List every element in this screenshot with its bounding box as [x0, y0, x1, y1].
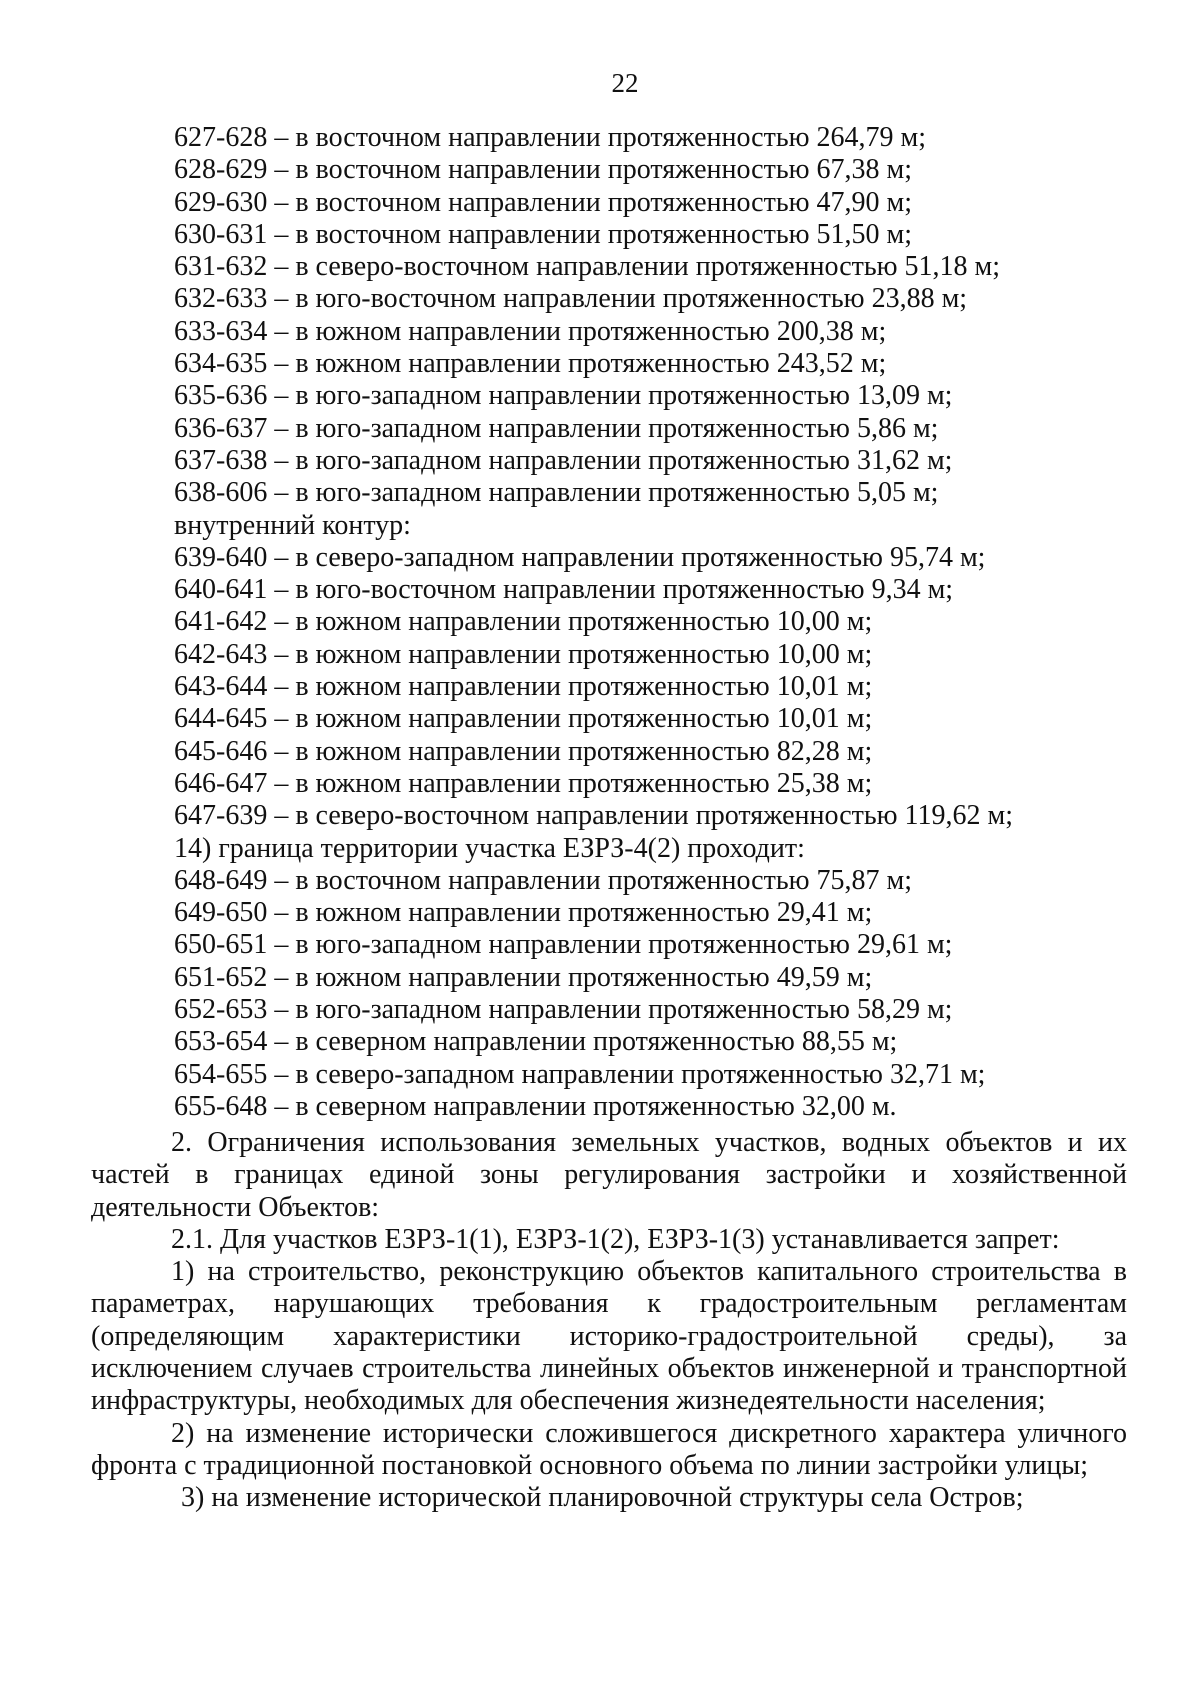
segment-line: 641-642 – в южном направлении протяженностью 10,00 м; — [174, 606, 873, 638]
segment-line: 643-644 – в южном направлении протяженностью 10,01 м; — [174, 671, 873, 703]
segment-line: 640-641 – в юго-восточном направлении протяженностью 9,34 м; — [174, 574, 954, 606]
segment-line: 634-635 – в южном направлении протяженностью 243,52 м; — [174, 348, 887, 380]
segment-line: 644-645 – в южном направлении протяженностью 10,01 м; — [174, 703, 873, 735]
segment-line: 653-654 – в северном направлении протяженностью 88,55 м; — [174, 1026, 898, 1058]
segment-line: 654-655 – в северо-западном направлении протяженностью 32,71 м; — [174, 1058, 986, 1090]
segment-line: 633-634 – в южном направлении протяженностью 200,38 м; — [174, 315, 887, 347]
segment-line: 655-648 – в северном направлении протяженностью 32,00 м. — [174, 1090, 897, 1122]
segment-line: 645-646 – в южном направлении протяженностью 82,28 м; — [174, 735, 873, 767]
paragraph-item-3: 3) на изменение исторической планировочной структуры села Остров; — [181, 1482, 1024, 1514]
inner-contour-heading: внутренний контур: — [174, 509, 411, 541]
segment-line: 642-643 – в южном направлении протяженностью 10,00 м; — [174, 638, 873, 670]
segment-line: 636-637 – в юго-западном направлении протяженностью 5,86 м; — [174, 412, 939, 444]
segment-line: 639-640 – в северо-западном направлении протяженностью 95,74 м; — [174, 541, 986, 573]
segment-line: 652-653 – в юго-западном направлении протяженностью 58,29 м; — [174, 994, 953, 1026]
segment-line: 632-633 – в юго-восточном направлении протяженностью 23,88 м; — [174, 283, 968, 315]
paragraph-item-2: 2) на изменение исторически сложившегося дискретного характера уличного фронта с традиционной постановкой основного объема по линии застройки улицы; — [91, 1417, 1127, 1481]
segment-line: 631-632 – в северо-восточном направлении протяженностью 51,18 м; — [174, 251, 1001, 283]
segment-line: 649-650 – в южном направлении протяженностью 29,41 м; — [174, 897, 873, 929]
page-number: 22 — [611, 68, 639, 98]
segment-line: 628-629 – в восточном направлении протяженностью 67,38 м; — [174, 154, 913, 186]
section-heading-ezrz-4-2: 14) граница территории участка ЕЗРЗ-4(2) проходит: — [174, 832, 805, 864]
segment-line: 627-628 – в восточном направлении протяженностью 264,79 м; — [174, 122, 927, 153]
document-body — [91, 1127, 1127, 1515]
segment-line: 630-631 – в восточном направлении протяженностью 51,50 м; — [174, 218, 913, 250]
paragraph-item-1: 1) на строительство, реконструкцию объектов капитального строительства в параметрах, нарушающих требования к градостроительным регламентам (определяющим характеристики историко-градостроительной среды), за исключением случаев строительства линейных объектов инженерной и транспортной инфраструктуры, необходимых для обеспечения жизнедеятельности населения; — [91, 1256, 1127, 1417]
segment-line: 637-638 – в юго-западном направлении протяженностью 31,62 м; — [174, 444, 953, 476]
segment-line: 647-639 – в северо-восточном направлении протяженностью 119,62 м; — [174, 800, 1014, 832]
segment-line: 646-647 – в южном направлении протяженностью 25,38 м; — [174, 767, 873, 799]
segment-line: 651-652 – в южном направлении протяженностью 49,59 м; — [174, 961, 873, 993]
segment-line: 629-630 – в восточном направлении протяженностью 47,90 м; — [174, 186, 913, 218]
paragraph-restrictions: 2. Ограничения использования земельных участков, водных объектов и их частей в границах единой зоны регулирования застройки и хозяйственной деятельности Объектов: — [91, 1127, 1127, 1223]
segment-line: 635-636 – в юго-западном направлении протяженностью 13,09 м; — [174, 380, 953, 412]
segment-line: 638-606 – в юго-западном направлении протяженностью 5,05 м; — [174, 477, 939, 509]
segment-line: 650-651 – в юго-западном направлении протяженностью 29,61 м; — [174, 929, 953, 961]
paragraph-2-1: 2.1. Для участков ЕЗРЗ-1(1), ЕЗРЗ-1(2), ЕЗРЗ-1(3) устанавливается запрет: — [171, 1223, 1060, 1255]
boundary-segment-list — [174, 122, 1134, 1123]
segment-line: 648-649 – в восточном направлении протяженностью 75,87 м; — [174, 864, 913, 896]
